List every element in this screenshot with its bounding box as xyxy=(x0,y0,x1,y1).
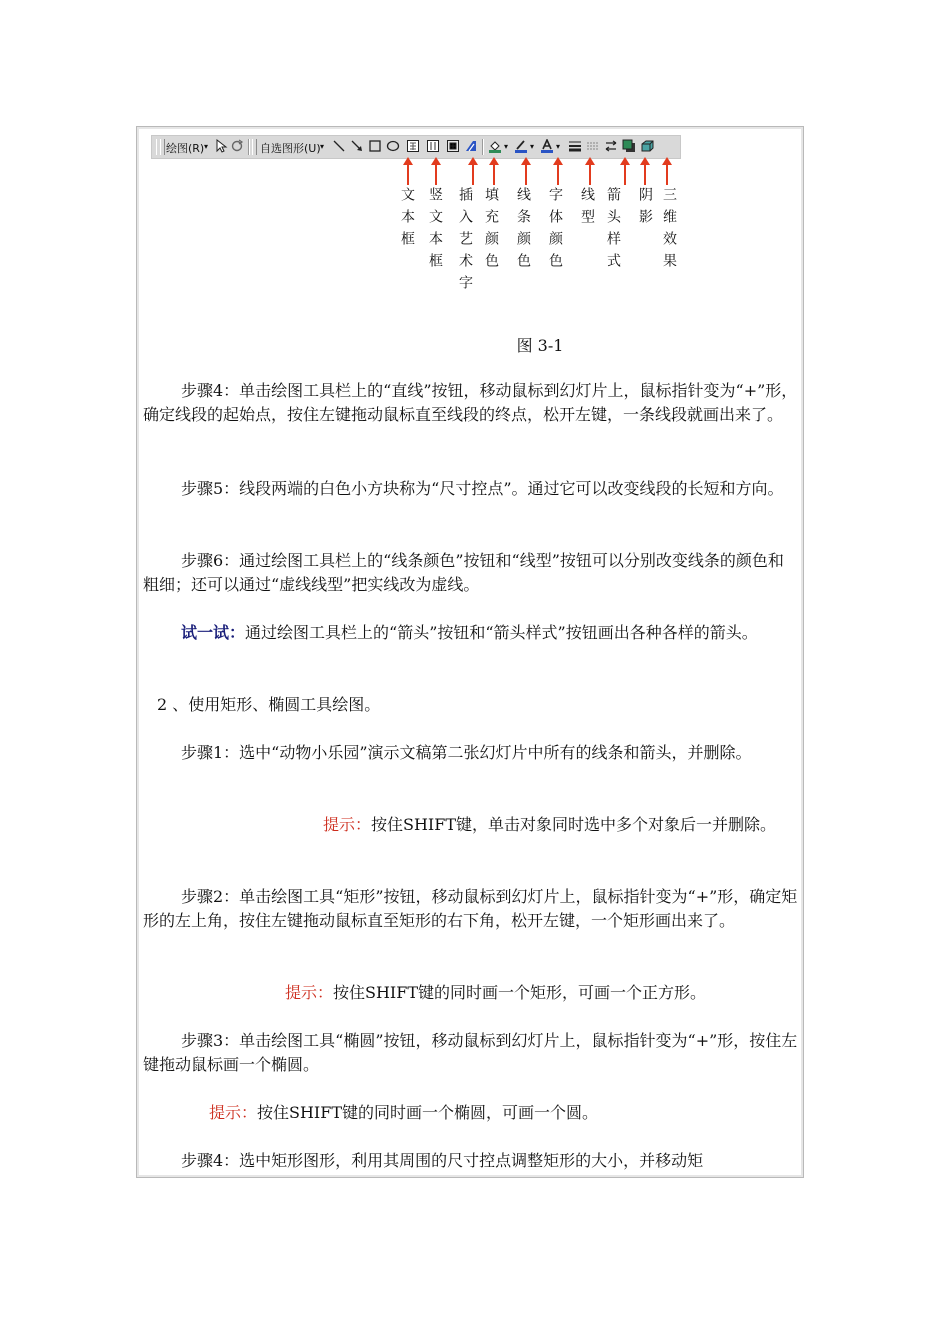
select-pointer-icon[interactable] xyxy=(214,139,228,153)
3d-effect-icon[interactable] xyxy=(640,139,654,153)
line-icon[interactable] xyxy=(332,139,346,153)
fill-color-icon[interactable] xyxy=(488,139,502,153)
paragraph-step2: 步骤2：单击绘图工具“矩形”按钮，移动鼠标到幻灯片上，鼠标指针变为“+”形，确定矩形的左上角，按住左键拖动鼠标直至矩形的右下角，松开左键，一个矩形画出来了。 xyxy=(143,887,798,930)
label-insert-wordart: 插入艺术字 xyxy=(457,187,473,297)
label-line-color: 线条颜色 xyxy=(515,187,531,275)
arrow-up-icon xyxy=(640,157,650,165)
section-heading: 2 、使用矩形、椭圆工具绘图。 xyxy=(157,695,381,714)
rectangle-icon[interactable] xyxy=(368,139,382,153)
dash-style-icon[interactable] xyxy=(586,139,600,153)
figure-caption: 图 3-1 xyxy=(516,336,564,355)
chevron-down-icon: ▾ xyxy=(504,142,509,151)
hint-label: 提示： xyxy=(209,1103,258,1122)
paragraph-step4-line: 步骤4：单击绘图工具栏上的“直线”按钮，移动鼠标到幻灯片上，鼠标指针变为“+”形，确定线段的起始点，按住左键拖动鼠标直至线段的终点，松开左键，一条线段就画出来了。 xyxy=(143,381,798,424)
label-text-box: 文本框 xyxy=(399,187,415,253)
arrow-icon[interactable] xyxy=(350,139,364,153)
label-arrow-style: 箭头样式 xyxy=(605,187,621,275)
paragraph-try: 试一试：通过绘图工具栏上的“箭头”按钮和“箭头样式”按钮画出各种各样的箭头。 xyxy=(181,623,758,642)
label-line-style: 线型 xyxy=(579,187,595,231)
hint-label: 提示： xyxy=(285,983,334,1002)
toolbar-grip xyxy=(252,139,257,155)
paragraph-step5: 步骤5：线段两端的白色小方块称为“尺寸控点”。通过它可以改变线段的长短和方向。 xyxy=(181,479,784,498)
label-3d-effect: 三维效果 xyxy=(661,187,677,275)
chevron-down-icon: ▾ xyxy=(556,142,561,151)
paragraph-step1: 步骤1：选中“动物小乐园”演示文稿第二张幻灯片中所有的线条和箭头，并删除。 xyxy=(181,743,752,762)
free-rotate-icon[interactable] xyxy=(230,139,244,153)
chevron-down-icon: ▾ xyxy=(320,142,325,151)
label-shadow: 阴影 xyxy=(637,187,653,231)
wordart-icon[interactable] xyxy=(464,139,478,153)
hint-1: 提示：按住SHIFT键，单击对象同时选中多个对象后一并删除。 xyxy=(323,815,777,834)
chevron-down-icon: ▾ xyxy=(204,142,209,151)
line-style-icon[interactable] xyxy=(568,139,582,153)
hint-2: 提示：按住SHIFT键的同时画一个矩形，可画一个正方形。 xyxy=(285,983,707,1002)
autoshapes-menu[interactable]: 自选图形(U) xyxy=(260,142,321,155)
oval-icon[interactable] xyxy=(386,139,400,153)
arrow-up-icon xyxy=(431,157,441,165)
arrow-up-icon xyxy=(468,157,478,165)
draw-menu[interactable]: 绘图(R) xyxy=(166,142,205,155)
text-box-icon[interactable] xyxy=(406,139,420,153)
chevron-down-icon: ▾ xyxy=(530,142,535,151)
arrow-up-icon xyxy=(403,157,413,165)
label-font-color: 字体颜色 xyxy=(547,187,563,275)
drawing-toolbar xyxy=(151,135,681,159)
try-label: 试一试： xyxy=(181,623,246,642)
paragraph-step4-rect: 步骤4：选中矩形图形，利用其周围的尺寸控点调整矩形的大小，并移动矩 xyxy=(181,1151,704,1170)
font-color-icon[interactable] xyxy=(540,139,554,153)
arrow-up-icon xyxy=(521,157,531,165)
arrow-up-icon xyxy=(620,157,630,165)
toolbar-grip xyxy=(160,139,165,155)
vertical-text-box-icon[interactable] xyxy=(426,139,440,153)
insert-wordart-icon[interactable] xyxy=(446,139,460,153)
hint-label: 提示： xyxy=(323,815,372,834)
content-frame xyxy=(136,126,804,1178)
arrow-up-icon xyxy=(553,157,563,165)
shadow-icon[interactable] xyxy=(622,139,636,153)
arrow-style-icon[interactable] xyxy=(604,139,618,153)
paragraph-step3: 步骤3：单击绘图工具“椭圆”按钮，移动鼠标到幻灯片上，鼠标指针变为“+”形，按住左键拖动鼠标画一个椭圆。 xyxy=(143,1031,798,1074)
hint-3: 提示：按住SHIFT键的同时画一个椭圆，可画一个圆。 xyxy=(209,1103,599,1122)
label-fill-color: 填充颜色 xyxy=(483,187,499,275)
label-vertical-text-box: 竖文本框 xyxy=(427,187,443,275)
arrow-up-icon xyxy=(662,157,672,165)
paragraph-step6: 步骤6：通过绘图工具栏上的“线条颜色”按钮和“线型”按钮可以分别改变线条的颜色和粗细；还可以通过“虚线线型”把实线改为虚线。 xyxy=(143,551,784,594)
line-color-icon[interactable] xyxy=(514,139,528,153)
arrow-up-icon xyxy=(585,157,595,165)
arrow-up-icon xyxy=(489,157,499,165)
